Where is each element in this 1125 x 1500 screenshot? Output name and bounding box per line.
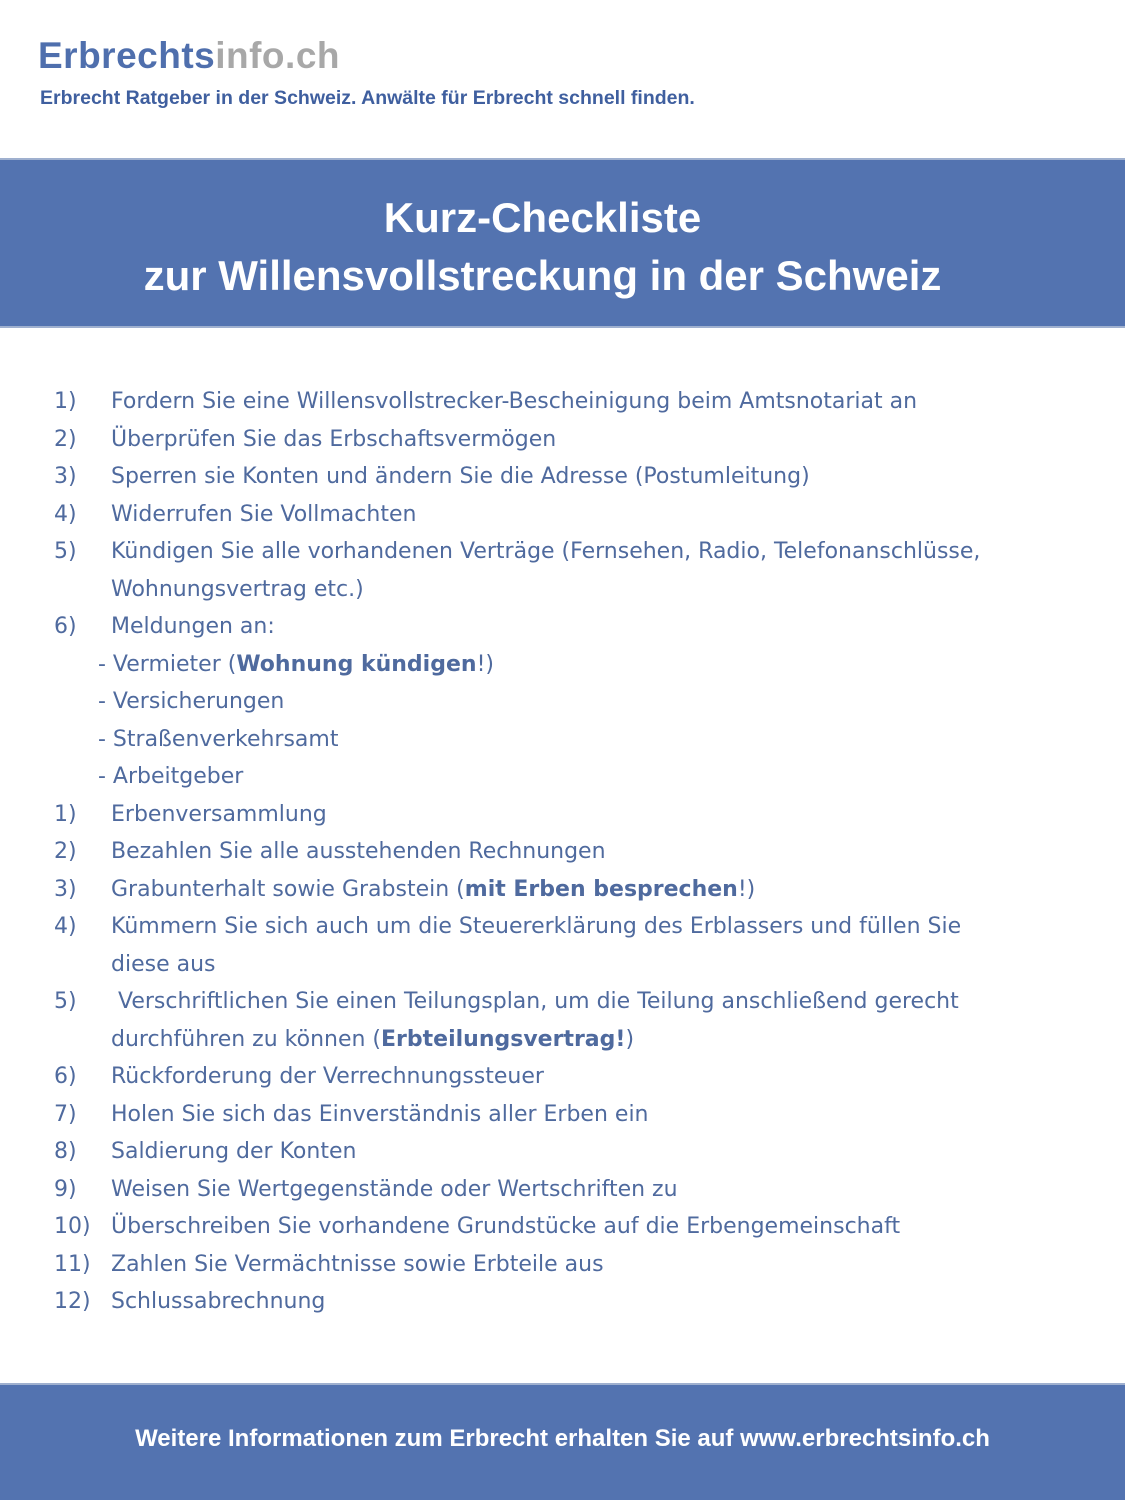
item-text: Grabunterhalt sowie Grabstein (mit Erben besprechen!) [111,876,756,902]
item-text: Überprüfen Sie das Erbschaftsvermögen [111,426,557,452]
sub-item-text: - Vermieter (Wohnung kündigen!) [98,651,494,677]
item-number: 12) [54,1289,91,1314]
item-text: Meldungen an: [111,614,275,639]
sub-list-item [0,683,1125,720]
item-text: Zahlen Sie Vermächtnisse sowie Erbteile aus [111,1251,604,1277]
list-item [0,458,1125,495]
item-number: 1) [54,389,77,414]
item-text: Kümmern Sie sich auch um die Steuererklärung des Erblassers und füllen Sie [111,914,962,939]
item-number: 10) [54,1214,91,1239]
emphasis-text: Erbteilungsvertrag! [381,1026,626,1052]
item-number: 6) [54,614,77,639]
sub-item-text: - Versicherungen [98,689,285,714]
list-item [0,796,1125,833]
item-text: Fordern Sie eine Willensvollstrecker-Bescheinigung beim Amtsnotariat an [111,389,918,414]
item-number: 7) [54,1101,77,1127]
item-text-continued: diese aus [111,951,216,977]
item-number: 2) [54,839,77,864]
item-number: 11) [54,1251,91,1277]
list-item [0,1133,1125,1170]
footer-link-text[interactable]: Weitere Informationen zum Erbrecht erhalten Sie auf www.erbrechtsinfo.ch [135,1425,990,1452]
site-tagline: Erbrecht Ratgeber in der Schweiz. Anwälte für Erbrecht schnell finden. [40,87,695,109]
item-text: Kündigen Sie alle vorhandenen Verträge (Fernsehen, Radio, Telefonanschlüsse, [111,539,981,564]
sub-list-item [0,646,1125,683]
item-text: Holen Sie sich das Einverständnis aller Erben ein [111,1101,649,1127]
item-text-continued: Wohnungsvertrag etc.) [111,576,364,602]
list-item [0,908,1125,945]
item-number: 5) [54,539,77,564]
item-number: 6) [54,1064,77,1089]
sub-item-text: - Straßenverkehrsamt [98,726,339,752]
list-item [0,1208,1125,1245]
item-text: Überschreiben Sie vorhandene Grundstücke auf die Erbengemeinschaft [111,1214,901,1239]
item-text-continued: durchführen zu können (Erbteilungsvertrag!) [111,1026,635,1052]
list-item-continuation [0,1021,1125,1058]
item-text: Bezahlen Sie alle ausstehenden Rechnungen [111,839,606,864]
list-item [0,1171,1125,1208]
item-number: 3) [54,876,77,902]
list-item [0,1058,1125,1095]
item-text: Erbenversammlung [111,801,327,827]
item-text: Sperren sie Konten und ändern Sie die Adresse (Postumleitung) [111,464,810,489]
sub-list-item [0,721,1125,758]
list-item [0,1283,1125,1320]
list-item [0,533,1125,570]
footer-banner [0,1383,1125,1500]
list-item-continuation [0,571,1125,608]
item-number: 1) [54,801,77,827]
item-number: 4) [54,501,77,527]
item-text: Verschriftlichen Sie einen Teilungsplan, um die Teilung anschließend gerecht [111,989,959,1014]
list-item [0,871,1125,908]
item-text: Saldierung der Konten [111,1139,357,1164]
list-item [0,608,1125,645]
list-item [0,833,1125,870]
item-number: 4) [54,914,77,939]
item-text: Weisen Sie Wertgegenstände oder Wertschriften zu [111,1176,678,1202]
sub-item-text: - Arbeitgeber [98,764,244,789]
emphasis-text: Wohnung kündigen [236,651,477,677]
item-number: 9) [54,1176,77,1202]
list-item [0,496,1125,533]
site-logo[interactable] [38,34,340,78]
list-item-continuation [0,946,1125,983]
list-item [0,383,1125,420]
item-text: Widerrufen Sie Vollmachten [111,501,417,527]
logo-text-primary: Erbrechts [38,35,216,76]
item-number: 3) [54,464,77,489]
list-item [0,983,1125,1020]
title-banner [0,158,1125,328]
list-item [0,1246,1125,1283]
item-number: 5) [54,989,77,1014]
sub-list-item [0,758,1125,795]
emphasis-text: mit Erben besprechen [464,876,738,902]
logo-text-secondary: info.ch [215,35,340,76]
item-text: Schlussabrechnung [111,1289,326,1314]
list-item [0,421,1125,458]
list-item [0,1096,1125,1133]
page-title: Kurz-Checkliste [383,194,702,241]
item-number: 2) [54,426,77,452]
item-text: Rückforderung der Verrechnungssteuer [111,1064,544,1089]
item-number: 8) [54,1139,77,1164]
page-subtitle: zur Willensvollstreckung in der Schweiz [143,252,942,299]
